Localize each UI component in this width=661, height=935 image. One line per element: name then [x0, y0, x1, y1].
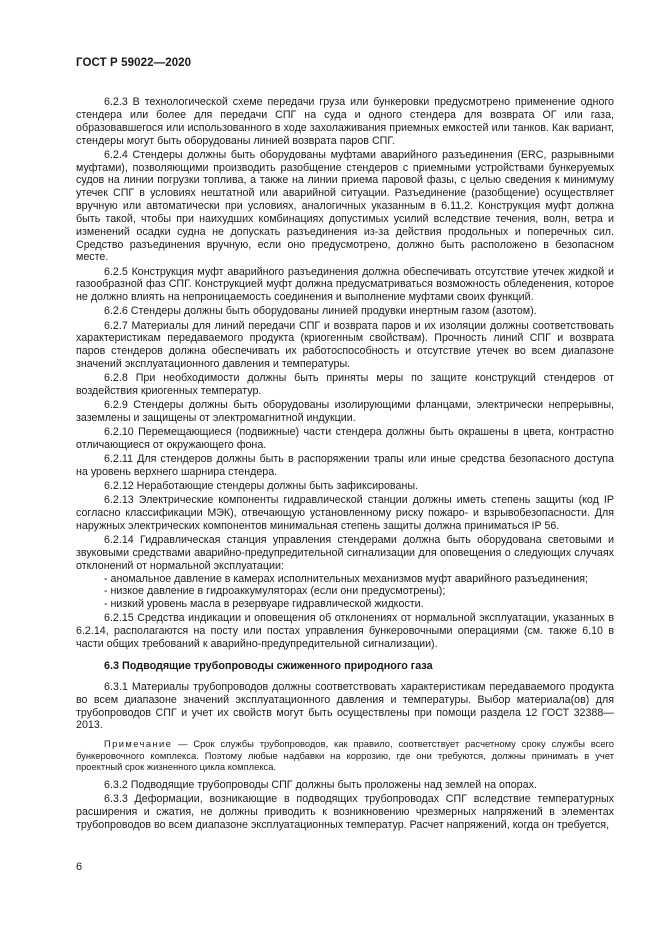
paragraph-6-2-14: 6.2.14 Гидравлическая станция управления стендерами должна быть оборудована световыми и звуковыми средствами аварийно-предупредительной сигнализации для оповещения о следующих случаях отклонений от нормальной эксплуатации: — [76, 534, 614, 572]
paragraph-6-2-6: 6.2.6 Стендеры должны быть оборудованы линией продувки инертным газом (азотом). — [104, 305, 537, 318]
document-body — [76, 96, 614, 833]
paragraph-6-2-7: 6.2.7 Материалы для линий передачи СПГ и возврата паров и их изоляции должны соответствовать характеристикам передаваемого продукта (криогенным свойствам). Прочность линий СПГ и возврата паров стендеров должна обеспечивать их работоспособность и отсутствие утечек во всем диапазоне значений эксплуатационного давления и температуры. — [76, 319, 614, 371]
paragraph-6-2-13: 6.2.13 Электрические компоненты гидравлической станции должны иметь степень защиты (код IP согласно классификации МЭК), отвечающую установленному риску пожаро- и взрывобезопасности. Для наружных электрических компонентов минимальная степень защиты должна приниматься IP 56. — [76, 494, 614, 532]
document-header: ГОСТ Р 59022—2020 — [76, 57, 192, 69]
list-item: - низкое давление в гидроаккумуляторах (если они предусмотрены); — [104, 585, 446, 598]
list-item: - аномальное давление в камерах исполнительных механизмов муфт аварийного разъединения; — [104, 572, 589, 585]
paragraph-6-2-5: 6.2.5 Конструкция муфт аварийного разъединения должна обеспечивать отсутствие утечек жидкой и газообразной фаз СПГ. Конструкцией муфт должна предусматриваться возможность обледенения, которое не должно влиять на непроницаемость соединения и выполнение муфтами своих функций. — [76, 265, 614, 304]
paragraph-6-2-9: 6.2.9 Стендеры должны быть оборудованы изолирующими фланцами, электрически непрерывны, заземлены и защищены от электромагнитной индукции. — [76, 399, 614, 425]
paragraph-6-3-1: 6.3.1 Материалы трубопроводов должны соответствовать характеристикам передаваемого продукта во всем диапазоне значений эксплуатационного давления и температуры. Выбор материала(ов) для трубопроводов СПГ и учет их свойств могут быть осуществлены при помощи раздела 12 ГОСТ 32388—2013. — [76, 680, 614, 732]
note-label: Примечание — [104, 738, 173, 750]
paragraph-6-2-12: 6.2.12 Неработающие стендеры должны быть зафиксированы. — [104, 480, 418, 493]
section-title-6-3: 6.3 Подводящие трубопроводы сжиженного природного газа — [104, 660, 433, 672]
paragraph-6-2-11: 6.2.11 Для стендеров должны быть в распоряжении трапы или иные средства безопасного доступа на уровень верхнего шарнира стендера. — [76, 453, 614, 478]
note-text: — Срок службы трубопроводов, как правило, соответствует расчетному сроку службы всего бункеровочного комплекса. Поэтому любые надбавки на коррозию, где они требуются, должны принимать в учет проектный срок жизненного цикла комплекса. — [76, 738, 614, 773]
paragraph-6-2-10: 6.2.10 Перемещающиеся (подвижные) части стендера должны быть окрашены в цвета, контрастно отличающиеся от окружающего фона. — [76, 426, 614, 452]
note — [76, 738, 614, 773]
paragraph-6-3-2: 6.3.2 Подводящие трубопроводы СПГ должны быть проложены над землей на опорах. — [104, 778, 537, 791]
page-number: 6 — [76, 861, 83, 873]
paragraph-6-2-4: 6.2.4 Стендеры должны быть оборудованы муфтами аварийного разъединения (ERC, разрывными муфтами), позволяющими производить разобщение стендеров с приемными устройствами бункеруемых судов на линии погрузки топлива, а также на линии приема паровой фазы, с целью сведения к минимуму утечек СПГ в условиях нештатной или аварийной ситуации. Разъединение (разобщение) осуществляет вручную или автоматически при условиях, аналогичных указанным в 6.11.2. Конструкция муфт должна быть такой, чтобы при наихудших комбинациях допустимых усилий вследствие течения, волн, ветра и изменений осадки судна не допускать разъединения из-за действия продольных и поперечных сил. Средство разъединения вручную, если оно предусмотрено, должно быть расположено в безопасном месте. — [76, 148, 614, 264]
paragraph-6-3-3: 6.3.3 Деформации, возникающие в подводящих трубопроводах СПГ вследствие температурных расширения и сжатия, не должны приводить к возникновению чрезмерных напряжений в элементах трубопроводов во всем диапазоне эксплуатационных температур. Расчет напряжений, когда он требуется, — [76, 792, 614, 831]
paragraph-6-2-3: 6.2.3 В технологической схеме передачи груза или бункеровки предусмотрено применение одного стендера или более для передачи СПГ на суда и одного стендера для возврата ОГ или газа, образовавшегося или использованного в ходе захолаживания приемных емкостей или танков. Как вариант, стендеры могут быть оборудованы линией возврата паров СПГ. — [76, 96, 614, 147]
paragraph-6-2-15: 6.2.15 Средства индикации и оповещения об отклонениях от нормальной эксплуатации, указанных в 6.2.14, располагаются на посту или постах управления бункеровочными операциями (см. также 6.10 в части общих требований к аварийно-предупредительной сигнализации). — [76, 612, 614, 651]
paragraph-6-2-8: 6.2.8 При необходимости должны быть приняты меры по защите конструкций стендеров от воздействия криогенных температур. — [76, 372, 614, 398]
list-item: - низкий уровень масла в резервуаре гидравлической жидкости. — [104, 598, 424, 611]
